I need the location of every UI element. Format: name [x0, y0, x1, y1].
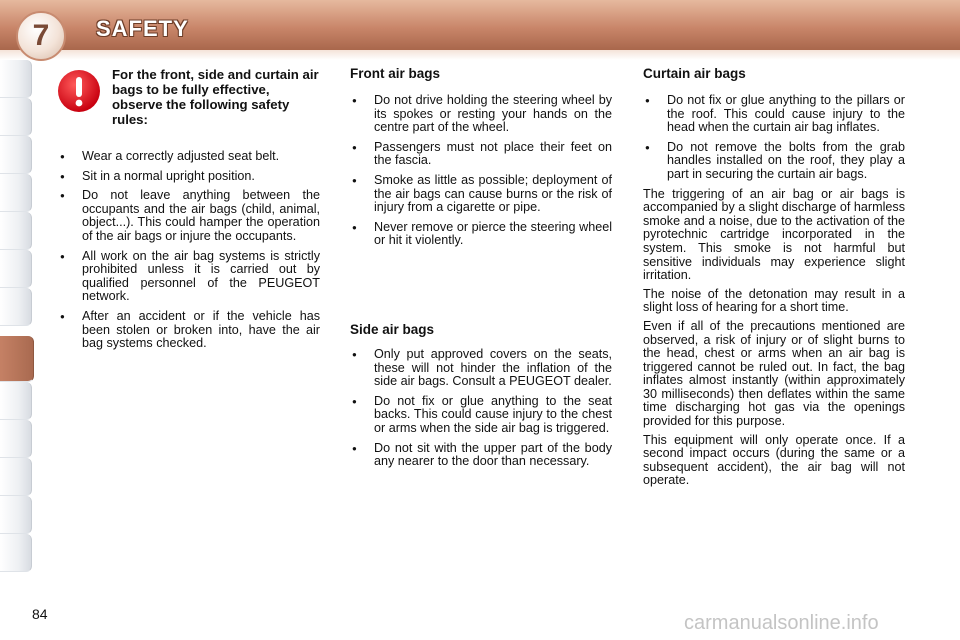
chapter-tab[interactable] — [0, 458, 32, 496]
list-item: ● Do not remove the bolts from the grab handles installed on the roof, they play a part in securing the curtain air bags. — [643, 141, 905, 182]
paragraph: This equipment will only operate once. If a second impact occurs (during the same or a subsequent accident), the air bag will not operate. — [643, 432, 905, 488]
warning-rules — [58, 150, 320, 357]
page-number: 84 — [32, 606, 48, 622]
chapter-tab[interactable] — [0, 288, 32, 326]
list-item: ● Sit in a normal upright position. — [58, 170, 320, 184]
list-item: ● Do not fix or glue anything to the pillars or the roof. This could cause injury to the head when the curtain air bag inflates. — [643, 94, 905, 135]
chapter-tab-strip — [0, 60, 34, 575]
chapter-tab[interactable] — [0, 212, 32, 250]
list-item: ● Passengers must not place their feet on the fascia. — [350, 141, 612, 168]
list-item: ● Do not leave anything between the occupants and the air bags (child, animal, object...). This could hamper the operation of the air bags or injure the occupants. — [58, 189, 320, 243]
list-item: ● Do not drive holding the steering wheel by its spokes or resting your hands on the centre part of the wheel. — [350, 94, 612, 135]
section-title-side: Side air bags — [350, 322, 435, 337]
warning-title: For the front, side and curtain air bags to be fully effective, observe the following safety rules: — [112, 67, 319, 127]
list-item: ● After an accident or if the vehicle has been stolen or broken into, have the air bag systems checked. — [58, 310, 320, 351]
chapter-tab[interactable] — [0, 60, 32, 98]
list-item: ● Smoke as little as possible; deployment of the air bags can cause burns or the risk of injury from a cigarette or pipe. — [350, 174, 612, 215]
paragraph: The triggering of an air bag or air bags is accompanied by a slight discharge of harmless smoke and a noise, due to the activation of the pyrotechnic cartridge incorporated in the system. This smoke is not harmful but sensitive individuals may experience slight irritation. — [643, 186, 905, 283]
chapter-tab[interactable] — [0, 136, 32, 174]
list-item: ● Do not fix or glue anything to the seat backs. This could cause injury to the chest or arms when the side air bag is triggered. — [350, 395, 612, 436]
curtain-airbag-content — [643, 94, 905, 493]
paragraph: Even if all of the precautions mentioned are observed, a risk of injury or of slight burns to the head, chest or arms when an air bag is triggered cannot be ruled out. In fact, the bag inflates almost instantly (within approximately 30 milliseconds) then deflates within the same time discharging hot gas via the openings provided for this purpose. — [643, 318, 905, 429]
chapter-tab[interactable] — [0, 98, 32, 136]
chapter-tab[interactable] — [0, 534, 32, 572]
exclamation-icon — [56, 68, 102, 114]
list-item: ● Only put approved covers on the seats, these will not hinder the inflation of the side air bags. Consult a PEUGEOT dealer. — [350, 348, 612, 389]
chapter-tab[interactable] — [0, 420, 32, 458]
chapter-tab[interactable] — [0, 496, 32, 534]
chapter-badge — [16, 11, 66, 61]
header-divider — [0, 50, 960, 60]
watermark: carmanualsonline.info — [684, 612, 879, 634]
section-title-front: Front air bags — [350, 66, 441, 81]
page-title: SAFETY — [96, 16, 189, 41]
chapter-tab[interactable] — [0, 174, 32, 212]
side-airbag-list — [350, 348, 612, 475]
list-item: ● All work on the air bag systems is strictly prohibited unless it is carried out by qualified personnel of the PEUGEOT network. — [58, 250, 320, 304]
chapter-number: 7 — [32, 19, 50, 52]
front-airbag-list — [350, 94, 612, 254]
chapter-tab-active[interactable] — [0, 336, 34, 382]
list-item: ● Never remove or pierce the steering wheel or hit it violently. — [350, 221, 612, 248]
list-item: ● Wear a correctly adjusted seat belt. — [58, 150, 320, 164]
section-title-curtain: Curtain air bags — [643, 66, 746, 81]
paragraph: The noise of the detonation may result in a slight loss of hearing for a short time. — [643, 286, 905, 315]
chapter-tab[interactable] — [0, 250, 32, 288]
chapter-tab[interactable] — [0, 382, 32, 420]
list-item: ● Do not sit with the upper part of the body any nearer to the door than necessary. — [350, 442, 612, 469]
